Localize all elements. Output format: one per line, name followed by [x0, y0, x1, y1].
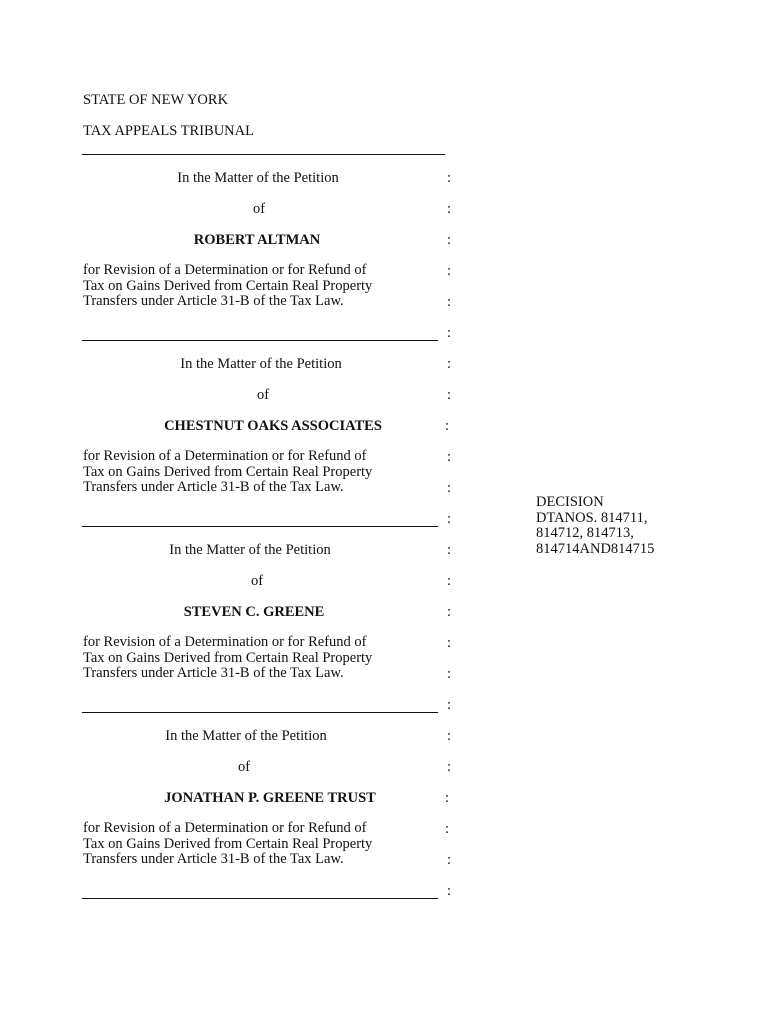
tribunal-heading: TAX APPEALS TRIBUNAL [83, 123, 254, 139]
petition-divider [82, 340, 438, 341]
separator-colon: : [447, 201, 452, 217]
petition-of-label: of [256, 387, 270, 403]
separator-colon: : [447, 883, 452, 899]
petition-description: for Revision of a Determination or for Refund of Tax on Gains Derived from Certain Real Property Transfers under Article 31-B of the Tax Law. [83, 820, 373, 868]
separator-colon: : [447, 852, 452, 868]
petition-divider [82, 526, 438, 527]
separator-colon: : [447, 666, 452, 682]
separator-colon: : [447, 387, 452, 403]
separator-colon: : [447, 294, 452, 310]
petition-divider [82, 898, 438, 899]
docket-numbers-line: 814714AND814715 [536, 540, 655, 557]
petitioner-name: ROBERT ALTMAN [193, 232, 321, 248]
petition-matter-label: In the Matter of the Petition [169, 542, 331, 558]
separator-colon: : [447, 728, 452, 744]
header-divider [82, 154, 445, 155]
separator-colon: : [447, 480, 452, 496]
petition-of-label: of [252, 201, 266, 217]
petition-description: for Revision of a Determination or for Refund of Tax on Gains Derived from Certain Real Property Transfers under Article 31-B of the Tax Law. [83, 634, 373, 682]
petition-of-label: of [250, 573, 264, 589]
docket-numbers-line: DTANOS. 814711, [536, 509, 648, 526]
petition-matter-label: In the Matter of the Petition [177, 170, 339, 186]
separator-colon: : [447, 356, 452, 372]
separator-colon: : [447, 697, 452, 713]
petitioner-name: CHESTNUT OAKS ASSOCIATES [164, 418, 382, 434]
separator-colon: : [447, 604, 452, 620]
petition-description: for Revision of a Determination or for Refund of Tax on Gains Derived from Certain Real Property Transfers under Article 31-B of the Tax Law. [83, 262, 373, 310]
docket-numbers-line: 814712, 814713, [536, 525, 634, 542]
separator-colon: : [445, 821, 450, 837]
separator-colon: : [447, 449, 452, 465]
petitioner-name: JONATHAN P. GREENE TRUST [164, 790, 376, 806]
decision-block [536, 495, 654, 557]
separator-colon: : [447, 542, 452, 558]
petition-of-label: of [237, 759, 251, 775]
separator-colon: : [447, 170, 452, 186]
separator-colon: : [447, 759, 452, 775]
decision-title: DECISION [536, 494, 604, 510]
petition-matter-label: In the Matter of the Petition [165, 728, 327, 744]
petitioner-name: STEVEN C. GREENE [183, 604, 325, 620]
petition-divider [82, 712, 438, 713]
separator-colon: : [447, 635, 452, 651]
separator-colon: : [447, 263, 452, 279]
separator-colon: : [447, 573, 452, 589]
petition-matter-label: In the Matter of the Petition [180, 356, 342, 372]
state-heading: STATE OF NEW YORK [83, 92, 229, 108]
separator-colon: : [445, 418, 450, 434]
separator-colon: : [445, 790, 450, 806]
separator-colon: : [447, 232, 452, 248]
separator-colon: : [447, 511, 452, 527]
separator-colon: : [447, 325, 452, 341]
petition-description: for Revision of a Determination or for Refund of Tax on Gains Derived from Certain Real Property Transfers under Article 31-B of the Tax Law. [83, 448, 373, 496]
